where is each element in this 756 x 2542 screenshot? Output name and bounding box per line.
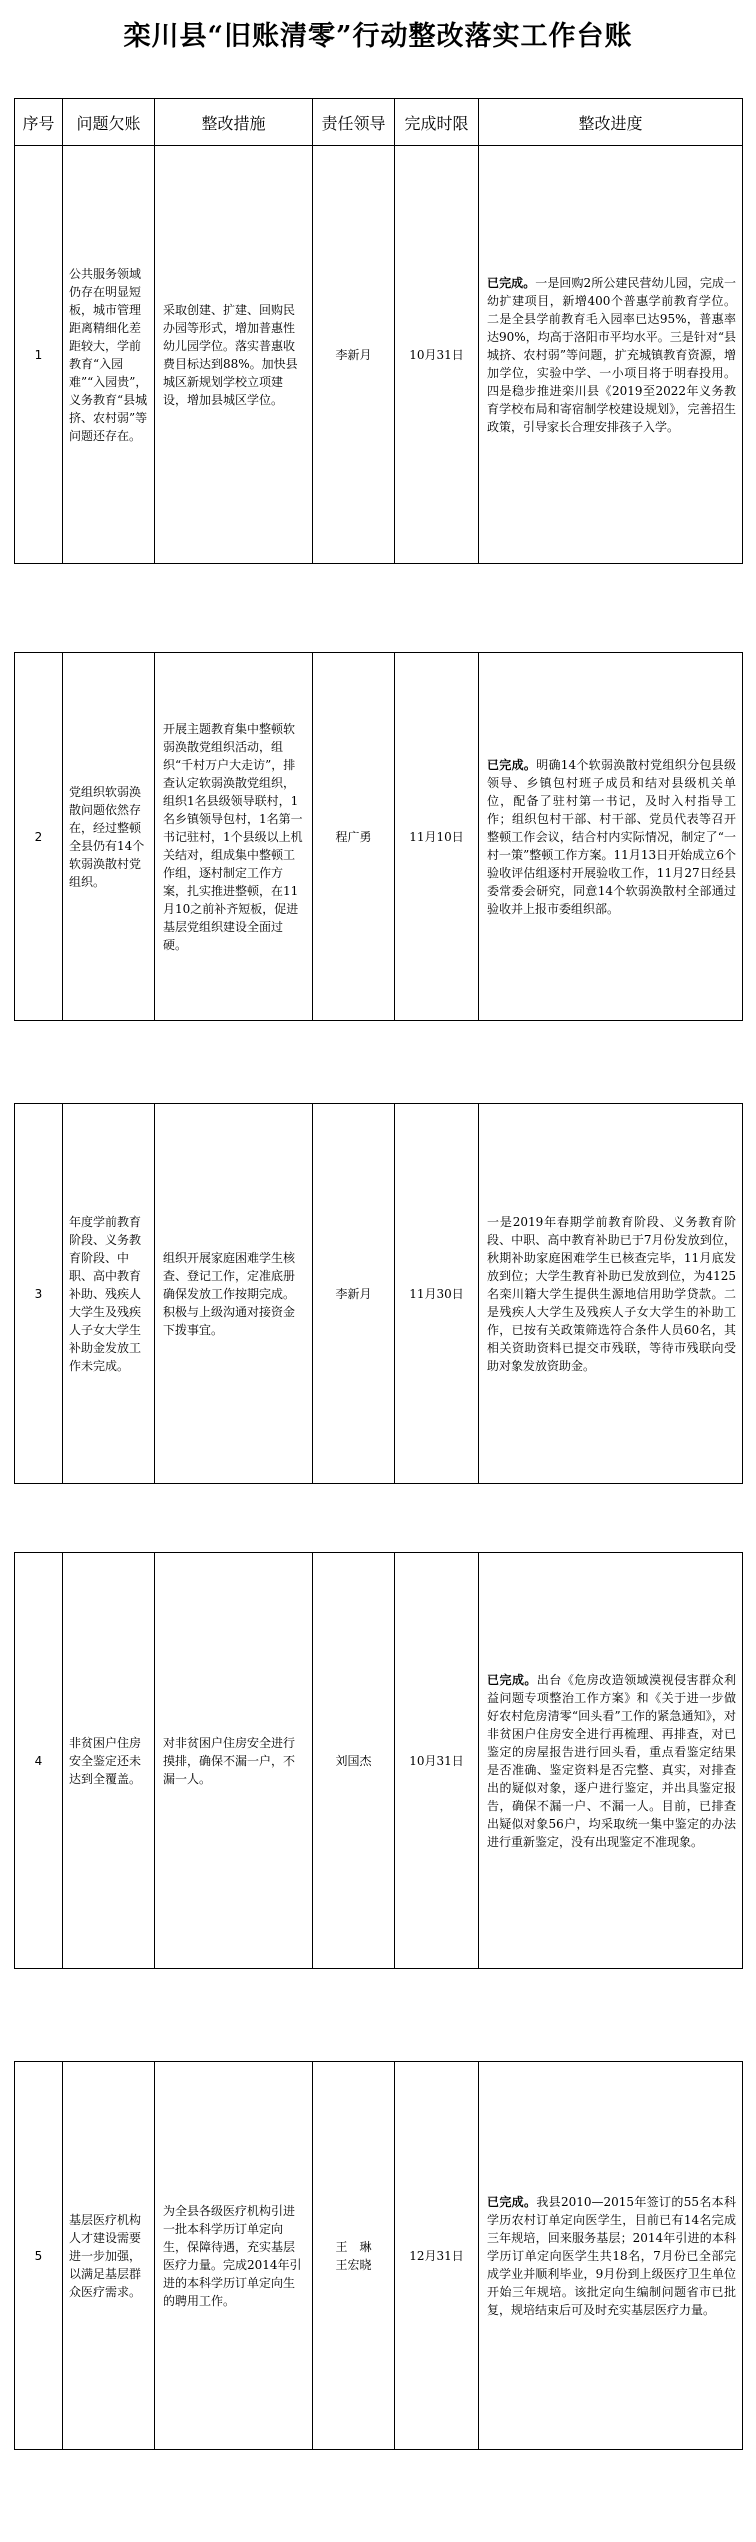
- row-leader: [313, 146, 395, 564]
- issue-text: 非贫困户住房安全鉴定还未达到全覆盖。: [69, 1735, 142, 1786]
- progress-text: 明确14个软弱涣散村党组织分包县级领导、乡镇包村班子成员和结对县级机关单位，配备了驻村第一书记，及时入村指导工作；组织包村干部、村干部、党员代表等召开整顿工作会议，结合村内实际情况，制定了“一村一策”整顿工作方案。11月13日开始成立6个验收评估组逐村开展验收工作，11月27日经县委常委会研究，同意14个软弱涣散村全部通过验收并上报市委组织部。: [487, 757, 736, 916]
- leader-name: 刘国杰: [335, 1753, 372, 1768]
- table-row: [15, 1104, 743, 1484]
- row-no: 4: [15, 1553, 63, 1969]
- status-label: 已完成。: [487, 275, 536, 290]
- row-issue: [63, 146, 155, 564]
- issue-text: 年度学前教育阶段、义务教育阶段、中职、高中教育补助、残疾人大学生及残疾人子女大学生补助金发放工作未完成。: [69, 1214, 142, 1373]
- progress-text: 一是2019年春期学前教育阶段、义务教育阶段、中职、高中教育补助已于7月份发放到位，秋期补助家庭困难学生已核查完毕，11月底发放到位；大学生教育补助已发放到位，为4125名栾川籍大学生提供生源地信用助学贷款。二是残疾人大学生及残疾人子女大学生的补助工作，已按有关政策筛选符合条件人员60名，其相关资助资料已提交市残联，等待市残联向受助对象发放资助金。: [487, 1214, 736, 1373]
- row-issue: [63, 1553, 155, 1969]
- table-row: [15, 146, 743, 564]
- status-label: 已完成。: [487, 1672, 537, 1687]
- measure-text: 组织开展家庭困难学生核查、登记工作，定准底册确保发放工作按期完成。积极与上级沟通对接资金下拨事宜。: [163, 1250, 296, 1337]
- status-label: 已完成。: [487, 757, 537, 772]
- row-no: 5: [15, 2062, 63, 2450]
- header-progress: 整改进度: [479, 99, 743, 146]
- table-header-row: [15, 99, 743, 146]
- row-spacer: [15, 1969, 743, 2062]
- header-leader: 责任领导: [313, 99, 395, 146]
- row-progress: [479, 1553, 743, 1969]
- table-row: [15, 2062, 743, 2450]
- row-no: 2: [15, 653, 63, 1021]
- row-leader: [313, 1553, 395, 1969]
- table-row: [15, 653, 743, 1021]
- row-measure: [155, 1553, 313, 1969]
- row-issue: [63, 2062, 155, 2450]
- row-deadline: 11月30日: [395, 1104, 479, 1484]
- measure-text: 对非贫困户住房安全进行摸排，确保不漏一户，不漏一人。: [163, 1735, 296, 1786]
- issue-text: 公共服务领域仍存在明显短板，城市管理距离精细化差距较大，学前教育“入园难”“入园贵”，义务教育“县城挤、农村弱”等问题还存在。: [69, 266, 148, 443]
- row-deadline: 10月31日: [395, 146, 479, 564]
- leader-name: 王宏晓: [335, 2257, 372, 2272]
- rectification-ledger-table: [14, 98, 743, 2450]
- row-deadline: 12月31日: [395, 2062, 479, 2450]
- row-no: 3: [15, 1104, 63, 1484]
- leader-name: 李新月: [335, 1286, 372, 1301]
- status-label: 已完成。: [487, 2194, 537, 2209]
- row-spacer: [15, 564, 743, 653]
- row-leader: [313, 653, 395, 1021]
- row-leader: [313, 1104, 395, 1484]
- progress-text: 我县2010—2015年签订的55名本科学历农村订单定向医学生，目前已有14名完成三年规培，回来服务基层；2014年引进的本科学历订单定向医学生共18名，7月份已全部完成学业并顺利毕业，9月份到上级医疗卫生单位开始三年规培。该批定向生编制问题省市已批复，规培结束后可及时充实基层医疗力量。: [487, 2194, 736, 2317]
- progress-text: 出台《危房改造领域漠视侵害群众利益问题专项整治工作方案》和《关于进一步做好农村危房清零“回头看”工作的紧急通知》，对非贫困户住房安全进行再梳理、再排查，对已鉴定的房屋报告进行回头看，重点看鉴定结果是否准确、鉴定资料是否完整、真实，对排查出的疑似对象，逐户进行鉴定，并出具鉴定报告，确保不漏一户、不漏一人。目前，已排查出疑似对象56户，均采取统一集中鉴定的办法进行重新鉴定，没有出现鉴定不准现象。: [487, 1672, 736, 1849]
- row-issue: [63, 1104, 155, 1484]
- measure-text: 开展主题教育集中整顿软弱涣散党组织活动，组织“千村万户大走访”，排查认定软弱涣散党组织，组织1名县级领导联村，1名乡镇领导包村，1名第一书记驻村，1个县级以上机关结对，组成集中整顿工作组，逐村制定工作方案，扎实推进整顿，在11月10之前补齐短板，促进基层党组织建设全面过硬。: [163, 721, 303, 952]
- row-measure: [155, 146, 313, 564]
- header-issue: 问题欠账: [63, 99, 155, 146]
- row-progress: [479, 2062, 743, 2450]
- row-measure: [155, 653, 313, 1021]
- measure-text: 为全县各级医疗机构引进一批本科学历订单定向生，保障待遇，充实基层医疗力量。完成2014年引进的本科学历订单定向生的聘用工作。: [163, 2203, 302, 2308]
- row-progress: [479, 1104, 743, 1484]
- measure-text: 采取创建、扩建、回购民办园等形式，增加普惠性幼儿园学位。落实普惠收费目标达到88%。加快县城区新规划学校立项建设，增加县城区学位。: [163, 302, 298, 407]
- row-leader: [313, 2062, 395, 2450]
- row-spacer: [15, 1021, 743, 1104]
- header-deadline: 完成时限: [395, 99, 479, 146]
- header-no: 序号: [15, 99, 63, 146]
- issue-text: 党组织软弱涣散问题依然存在，经过整顿全县仍有14个软弱涣散村党组织。: [69, 784, 145, 889]
- leader-name: 王 琳: [335, 2239, 372, 2254]
- progress-text: 一是回购2所公建民营幼儿园，完成一幼扩建项目，新增400个普惠学前教育学位。二是全县学前教育毛入园率已达95%，普惠率达90%，均高于洛阳市平均水平。三是针对“县城挤、农村弱”等问题，扩充城镇教育资源，增加学位，实验中学、一小项目将于明春投用。四是稳步推进栾川县《2019至2022年义务教育学校布局和寄宿制学校建设规划》，完善招生政策，引导家长合理安排孩子入学。: [487, 275, 736, 434]
- row-issue: [63, 653, 155, 1021]
- row-no: 1: [15, 146, 63, 564]
- row-measure: [155, 2062, 313, 2450]
- leader-name: 李新月: [335, 347, 372, 362]
- table-row: [15, 1553, 743, 1969]
- issue-text: 基层医疗机构人才建设需要进一步加强，以满足基层群众医疗需求。: [69, 2212, 142, 2299]
- row-progress: [479, 653, 743, 1021]
- row-measure: [155, 1104, 313, 1484]
- page-title: 栾川县“旧账清零”行动整改落实工作台账: [123, 21, 633, 52]
- leader-name: 程广勇: [335, 829, 372, 844]
- header-measure: 整改措施: [155, 99, 313, 146]
- row-deadline: 11月10日: [395, 653, 479, 1021]
- row-progress: [479, 146, 743, 564]
- row-spacer: [15, 1484, 743, 1553]
- row-deadline: 10月31日: [395, 1553, 479, 1969]
